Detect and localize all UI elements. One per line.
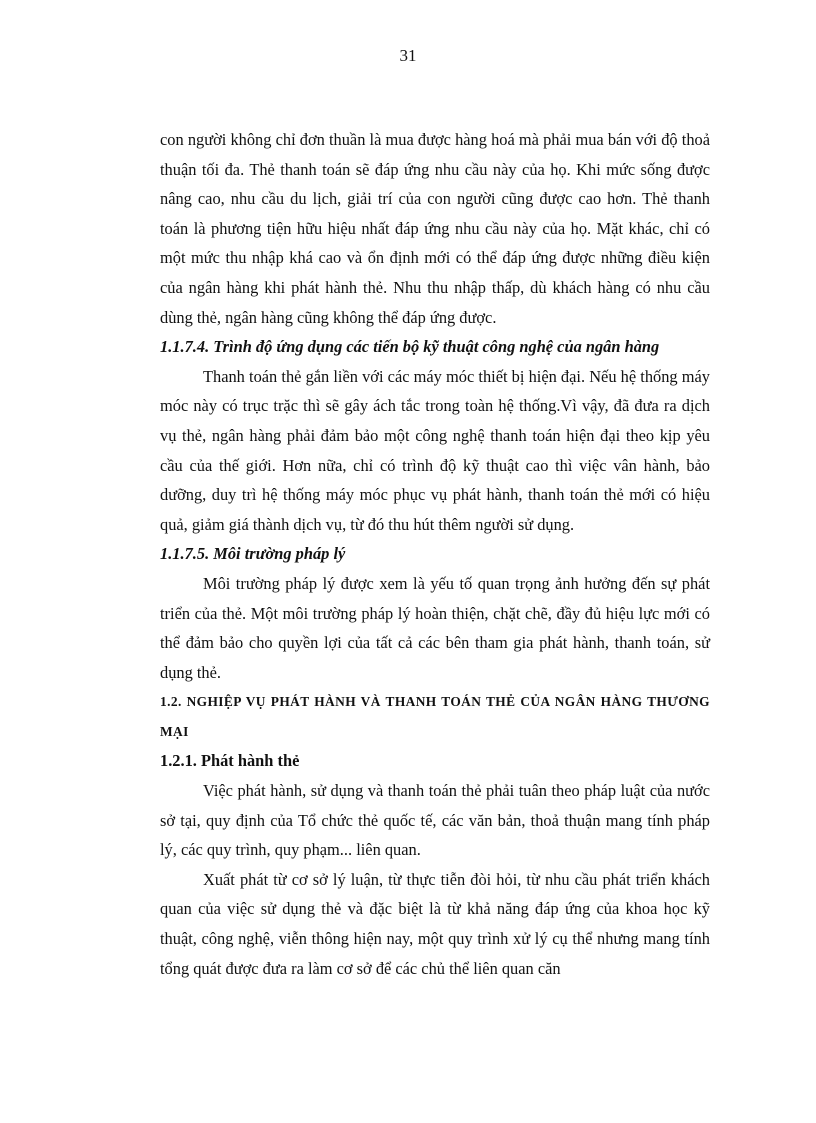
paragraph-technology: Thanh toán thẻ gắn liền với các máy móc thiết bị hiện đại. Nếu hệ thống máy móc này có trục trặc thì sẽ gây ách tắc trong toàn hệ thống.Vì vậy, đã đưa ra dịch vụ thẻ, ngân hàng phải đảm bảo một công nghệ thanh toán hiện đại theo kịp yêu cầu của thế giới. Hơn nữa, chỉ có trình độ kỹ thuật cao thì việc vân hành, bảo dưỡng, duy trì hệ thống máy móc phục vụ phát hành, thanh toán thẻ mới có hiệu quả, giảm giá thành dịch vụ, từ đó thu hút thêm người sử dụng. (160, 366, 710, 534)
paragraph-issuance-law: Việc phát hành, sử dụng và thanh toán thẻ phải tuân theo pháp luật của nước sở tại, quy định của Tổ chức thẻ quốc tế, các văn bản, thoả thuận mang tính pháp lý, các quy trình, quy phạm... liên quan. (160, 781, 710, 860)
paragraph-consumer-needs: con người không chỉ đơn thuần là mua được hàng hoá mà phải mua bán với độ thoả thuận tối đa. Thẻ thanh toán sẽ đáp ứng nhu cầu này của họ. Khi mức sống được nâng cao, nhu cầu du lịch, giải trí của con người cũng được cao hơn. Thẻ thanh toán là phương tiện hữu hiệu nhất đáp ứng nhu cầu này của họ. Mặt khác, chỉ có một mức thu nhập khá cao và ổn định mới có thể đáp ứng được những điều kiện của ngân hàng khi phát hành thẻ. Nhu thu nhập thấp, dù khách hàng có nhu cầu dùng thẻ, ngân hàng cũng không thể đáp ứng được. (160, 130, 710, 327)
subsection-heading-card-issuance: 1.2.1. Phát hành thẻ (160, 751, 300, 771)
paragraph-process-basis: Xuất phát từ cơ sở lý luận, từ thực tiễn đòi hỏi, từ nhu cầu phát triển khách quan của việc sử dụng thẻ và đặc biệt là từ khả năng đáp ứng của khoa học kỹ thuật, công nghệ, viễn thông hiện nay, một quy trình xử lý cụ thể nhưng mang tính tổng quát được đưa ra làm cơ sở để các chủ thể liên quan căn (160, 869, 710, 978)
heading-legal-environment: 1.1.7.5. Môi trường pháp lý (160, 544, 346, 564)
page-number: 31 (399, 46, 417, 65)
section-heading-card-operations: 1.2. NGHIỆP VỤ PHÁT HÀNH VÀ THANH TOÁN THẺ CỦA NGÂN HÀNG THƯƠNG MẠI (160, 694, 710, 739)
page-body (160, 125, 710, 983)
paragraph-legal: Môi trường pháp lý được xem là yếu tố quan trọng ảnh hưởng đến sự phát triển của thẻ. Một môi trường pháp lý hoàn thiện, chặt chẽ, đầy đủ hiệu lực mới có thể đảm bảo cho quyền lợi của tất cả các bên tham gia phát hành, thanh toán, sử dụng thẻ. (160, 573, 710, 682)
heading-technology-level: 1.1.7.4. Trình độ ứng dụng các tiến bộ kỹ thuật công nghệ của ngân hàng (160, 337, 660, 357)
